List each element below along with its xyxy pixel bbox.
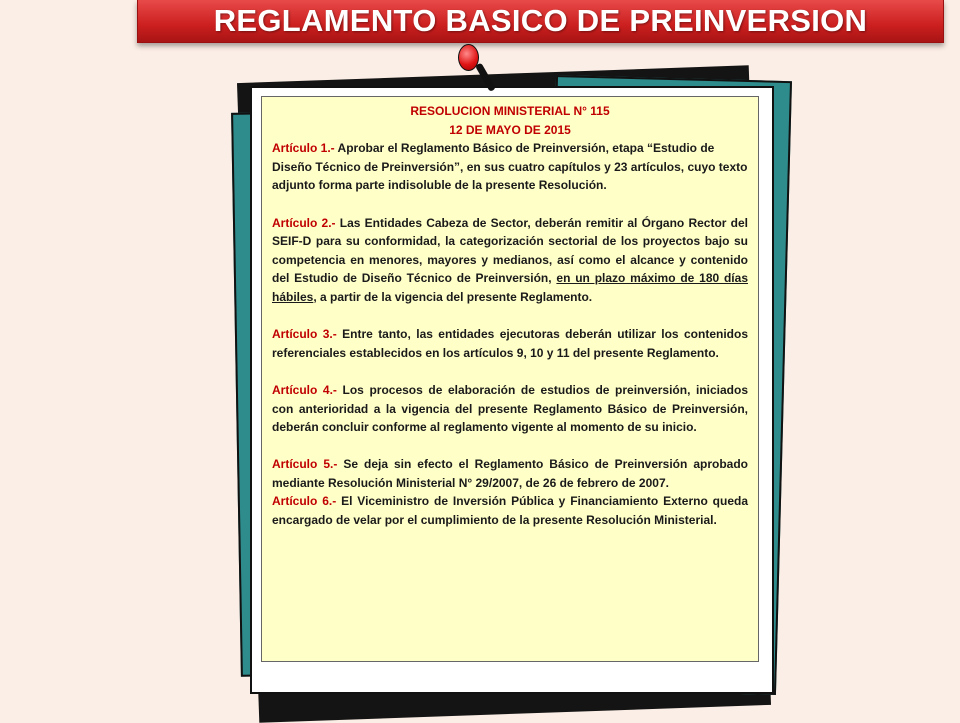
article-2 xyxy=(272,214,748,307)
article-label: Artículo 1.- xyxy=(272,141,335,156)
article-text: Se deja sin efecto el Reglamento Básico de Preinversión aprobado mediante Resolución Ministerial N° 29/2007, de 26 de febrero de 2007. xyxy=(272,457,748,490)
article-text: Los procesos de elaboración de estudios de preinversión, iniciados con anterioridad a la vigencia del presente Reglamento Básico de Preinversión, deberán concluir conforme al reglamento vigente al momento de su inicio. xyxy=(272,382,749,435)
article-5 xyxy=(272,455,748,492)
article-label: Artículo 3.- xyxy=(272,327,337,342)
article-text: El Viceministro de Inversión Pública y Financiamiento Externo queda encargado de velar por el cumplimiento de la presente Resolución Ministerial. xyxy=(272,494,748,528)
article-text: Entre tanto, las entidades ejecutoras deberán utilizar los contenidos referenciales establecidos en los artículos 9, 10 y 11 del presente Reglamento. xyxy=(272,327,749,360)
article-4 xyxy=(272,381,748,437)
article-text: Aprobar el Reglamento Básico de Preinversión, etapa “Estudio de Diseño Técnico de Preinversión”, en sus cuatro capítulos y 23 artículos, cuyo texto adjunto forma parte indisoluble de la presente Resolución. xyxy=(272,141,748,193)
title-banner xyxy=(137,0,944,43)
article-label: Artículo 4.- xyxy=(272,382,337,397)
resolution-date: 12 DE MAYO DE 2015 xyxy=(449,122,571,137)
article-label: Artículo 5.- xyxy=(272,457,338,472)
article-text: , a partir de la vigencia del presente Reglamento. xyxy=(313,289,593,304)
article-label: Artículo 2.- xyxy=(272,215,336,230)
page-title: REGLAMENTO BASICO DE PREINVERSION xyxy=(213,3,868,38)
pushpin-icon xyxy=(458,44,479,71)
article-6 xyxy=(272,492,748,529)
article-label: Artículo 6.- xyxy=(272,494,337,509)
resolution-heading: RESOLUCION MINISTERIAL N° 115 xyxy=(410,104,610,118)
article-underlined-text: en un plazo máximo de 180 días hábiles xyxy=(272,271,748,304)
article-3 xyxy=(272,325,748,362)
article-1 xyxy=(272,139,748,195)
resolution-document xyxy=(261,96,759,662)
article-text: Las Entidades Cabeza de Sector, deberán remitir al Órgano Rector del SEIF-D para su conformidad, la categorización sectorial de los proyectos bajo su competencia en menores, mayores y medianos, así como el alcance y contenido del Estudio de Diseño Técnico de Preinversión, xyxy=(272,215,749,286)
